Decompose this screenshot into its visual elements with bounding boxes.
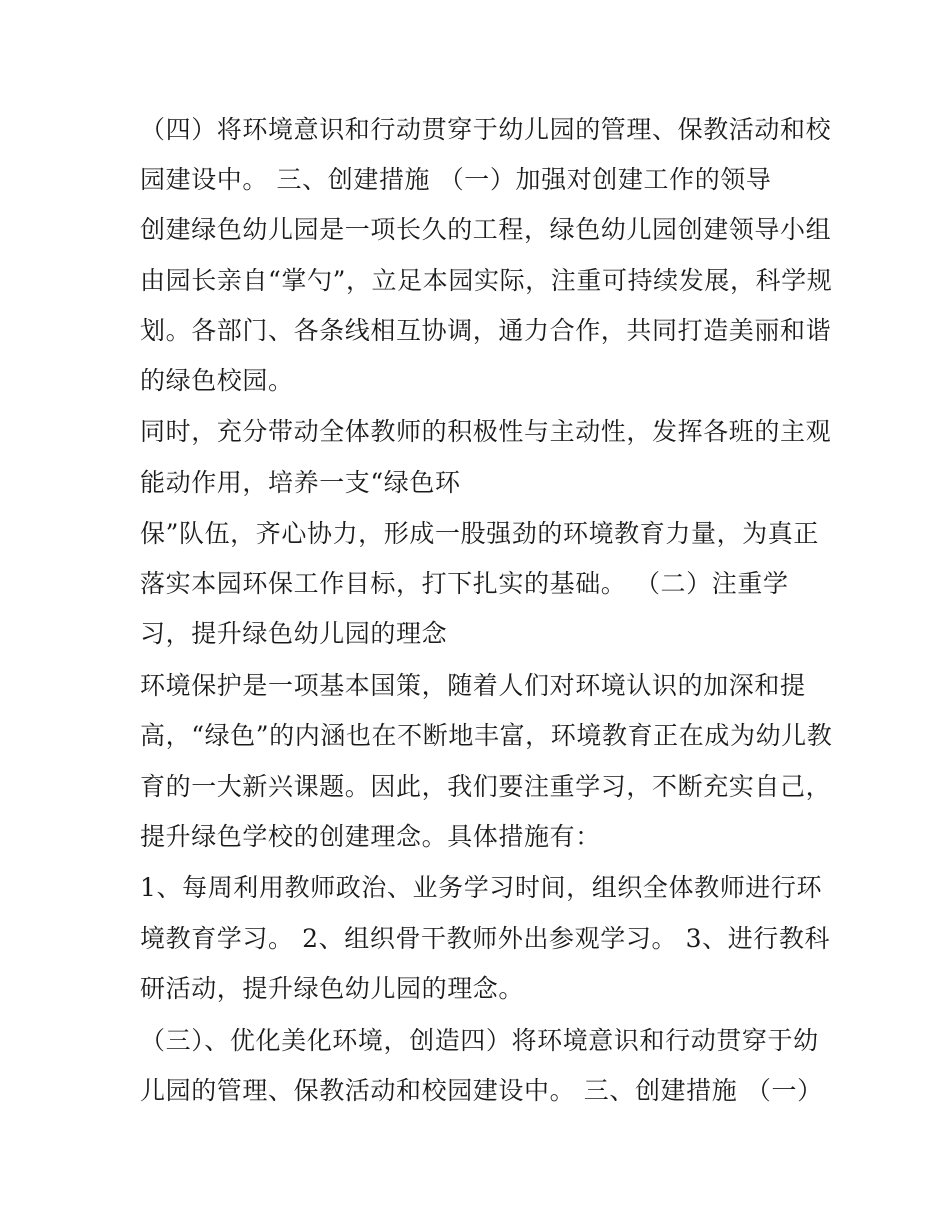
text-line: 同时，充分带动全体教师的积极性与主动性，发挥各班的主观 [140,417,832,446]
text-line: 儿园的管理、保教活动和校园建设中。 三、创建措施 （一） [140,1076,823,1105]
text-line: （三）、优化美化环境，创造四）将环境意识和行动贯穿于幼 [140,1026,819,1055]
text-line: 落实本园环保工作目标，打下扎实的基础。 （二）注重学 [140,569,789,598]
text-line: 创建绿色幼儿园是一项长久的工程，绿色幼儿园创建领导小组 [140,215,832,244]
text-line: 研活动，提升绿色幼儿园的理念。 [140,974,525,1003]
text-line: 由园长亲自“掌勺”，立足本园实际，注重可持续发展，科学规 [140,266,833,295]
text-line: 提升绿色学校的创建理念。具体措施有： [140,822,601,851]
text-line: 园建设中。 三、创建措施 （一）加强对创建工作的领导 [140,165,772,194]
text-line: 高，“绿色”的内涵也在不断地丰富，环境教育正在成为幼儿教 [140,721,833,750]
text-line: 能动作用，培养一支“绿色环 [140,468,461,497]
text-line: 1、每周利用教师政治、业务学习时间，组织全体教师进行环 [140,873,823,902]
text-line: 习，提升绿色幼儿园的理念 [140,619,448,648]
text-line: 划。各部门、各条线相互协调，通力合作，共同打造美丽和谐 [140,316,832,345]
text-line: 环境保护是一项基本国策，随着人们对环境认识的加深和提 [140,671,806,700]
text-line: 保”队伍，齐心协力，形成一股强劲的环境教育力量，为真正 [140,519,819,548]
text-line: 育的一大新兴课题。因此，我们要注重学习，不断充实自己， [140,772,832,801]
text-line: 境教育学习。 2、组织骨干教师外出参观学习。 3、进行教科 [140,924,831,953]
text-line: 的绿色校园。 [140,366,294,395]
text-line: （四）将环境意识和行动贯穿于幼儿园的管理、保教活动和校 [140,115,832,144]
